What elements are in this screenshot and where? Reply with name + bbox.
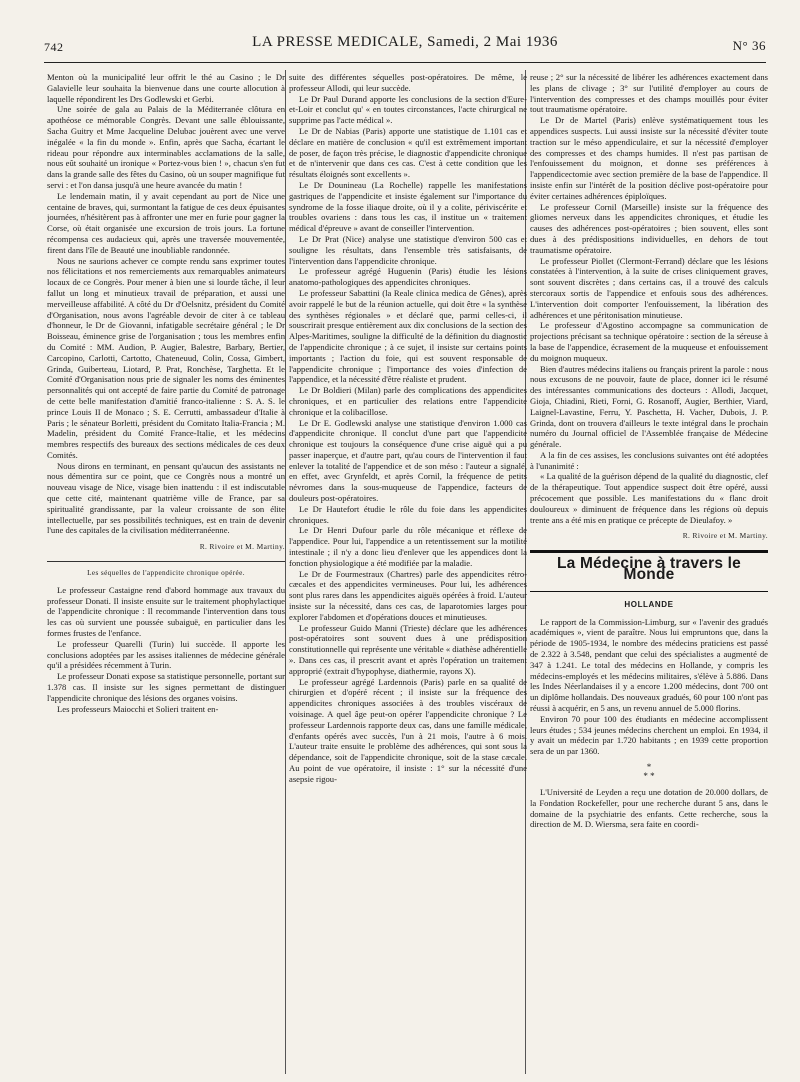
paragraph: Nous ne saurions achever ce compte rendu sans exprimer toutes nos félicitations et nos remerciements aux remarquables animateurs locaux de ce Congrès. Pour mener à bien une si lourde tâche, il leur fallut un long et minutieux travail de préparation, et aussi une merveilleuse affabilité. A côté du Dr d'Oelsnitz, président du Comité d'Organisation, nous avons l'agréable devoir de citer à ce tableau d'honneur, le Dr de Giovanni, infatigable secrétaire général ; le Dr Boisseau, éminence grise de l'organisation ; tous les membres enfin du Comité : MM. Audion, P. Augier, Balestre, Barbary, Bertier, Carcopino, Carlotti, Cartotto, Chateneuud, Colin, Cossa, Gimbert, Grinda, Guiberteau, Liotard, P. Prat, Ronchèse, Targhetta. Et le Comité d'Organisation nous prie de signaler les noms des éminentes personnalités qui ont accepté de faire partie du Comité de patronage de cette belle manifestation d'amitié franco-italienne : S. A. S. le prince Louis II de Monaco ; S. E. Cerrutti, ambassadeur d'Italie à Paris ; le sénateur Borletti, président du Comitato Italia-Francia ; M. Madelin, président du Comité France-Italie, et les médecins membres respectifs des bureaux des sections médicales de ces deux Comités. xyxy=(47,255,285,460)
page-number: 742 xyxy=(44,40,64,54)
signature: R. Rivoire et M. Martiny. xyxy=(682,531,768,541)
paragraph: Le professeur Quarelli (Turin) lui succède. Il apporte les conclusions adoptées par les assises italiennes de médecine générale qu'il a présidées récemment à Turin. xyxy=(47,638,285,671)
section-rule xyxy=(47,561,285,562)
paragraph: reuse ; 2° sur la nécessité de libérer les adhérences exactement dans les plans de clivage ; 3° sur l'utilité d'employer au cours de l'intervention des compresses et des champs mouillés pour éviter tout traumatisme opératoire. xyxy=(530,72,768,115)
paragraph: Le Dr E. Godlewski analyse une statistique d'environ 1.000 cas d'appendicite chronique. Il conclut d'une part que l'appendicite chronique est toujours la conséquence d'une crise aiguë qui a pu passer inaperçue, et d'autre part, qu'au cours de l'intervention il faut enlever la totalité de l'appendice et de son méso : l'auteur a signalé, en effet, avec Grynfeldt, et après Cornil, la fréquence de petits névromes dans la sous-muqueuse de l'appendice, facteurs de douleurs post-opératoires. xyxy=(289,417,527,504)
paragraph: Le professeur Cornil (Marseille) insiste sur la fréquence des gliomes nerveux dans les appendicites chroniques, et étudie les causes des adhérences post-opératoires ; bien souvent, elles sont dues à des prédispositions individuelles, en dehors de tout traumatisme opératoire. xyxy=(530,201,768,255)
page-header xyxy=(44,34,766,56)
column-2 xyxy=(289,72,527,1072)
paragraph: Le professeur Donati expose sa statistique personnelle, portant sur 1.378 cas. Il insiste sur les signes permettant de distinguer l'appendicite chronique des lésions des organes voisins. xyxy=(47,671,285,703)
paragraph: Le Dr Hautefort étudie le rôle du foie dans les appendicites chroniques. xyxy=(289,503,527,525)
paragraph: Le professeur d'Agostino accompagne sa communication de projections précisant sa technique opératoire : section de la séreuse à la base de l'appendice, écrasement de la muqueuse et enfouissement du moignon muqueux. xyxy=(530,320,768,363)
header-rule xyxy=(44,62,766,63)
quote-paragraph: « La qualité de la guérison dépend de la qualité du diagnostic, clef de la thérapeutique. Tout appendice suspect doit être opéré, aussi précocement que possible. Les manifestations du « flanc droit douloureux » diminuent de fréquence dans les régions où depuis trente ans a été mis en pratique ce précepte de Dieulafoy. » xyxy=(530,471,768,525)
section-rule-thick xyxy=(530,550,768,553)
paragraph: Le professeur Piollet (Clermont-Ferrand) déclare que les lésions constatées à l'intervention, à la suite de crises cliniquement graves, sont souvent discrètes ; dans certains cas, il a trouvé des calculs stercoraux sortis de l'appendice et enfouis sous des adhérences. L'intervention doit comporter l'enfouissement, la libération des adhérences et une péritonisation minutieuse. xyxy=(530,255,768,320)
issue-number: N° 36 xyxy=(732,38,766,53)
paragraph: Le professeur Castaigne rend d'abord hommage aux travaux du professeur Donati. Il insiste ensuite sur le traitement phophylactique de l'appendicite chronique : Il recommande l'intervention dans tous les cas où survient une poussée subaiguë, en particulier dans les formes frustes de l'enfance. xyxy=(47,584,285,639)
column-1 xyxy=(47,72,285,1072)
paragraph: Le professeur Guido Manni (Trieste) déclare que les adhérences post-opératoires sont souvent dues à une prédisposition constitutionnelle qui représente une véritable « diathèse adhérentielle ». Dans ces cas, il prescrit avant et après l'opération un traitement approprié (extrait d'hypophyse, diathermie, rayons X). xyxy=(289,622,527,676)
paragraph: A la fin de ces assises, les conclusions suivantes ont été adoptées à l'unanimité : xyxy=(530,449,768,471)
paragraph: Le professeur Sabattini (la Reale clinica medica de Gênes), après avoir rappelé le but de la réunion actuelle, qui doit être « la synthèse des synthèses régionales » et déclaré que, parmi celles-ci, il souscrirait presque entièrement aux dix conclusions de la section des Alpes-Maritimes, souligne la difficulté de la définition du diagnostic de l'appendicite chronique ; à ce sujet, il insiste sur certains points importants ; l'action du foie, qui est souvent responsable de l'appendicite chronique ; l'importance des voies d'infection de l'appendice, et la nécessité d'être réaliste et prudent. xyxy=(289,287,527,385)
signature: R. Rivoire et M. Martiny. xyxy=(199,542,285,552)
paragraph: Le rapport de la Commission-Limburg, sur « l'avenir des gradués académiques », vient de paraître. Nous lui empruntons que, dans la période de 1905-1934, le nombre des médecins praticiens est passé de 2.322 à 3.548, pendant que celui des spécialistes a augmenté de 347 à 1.241. Le total des médecins en Hollande, y compris les médecins-employés et les médecins militaires, s'élève à 5.886. Dans les Indes Néerlandaises il y a encore 1.200 médecins, dont 700 ont un diplôme hollandais. Des nouveaux gradués, 60 pour 100 n'ont pas réussi à acquérir, en 5 ans, un revenu annuel de 5.000 florins. xyxy=(530,616,768,714)
paragraph: Le Dr Henri Dufour parle du rôle mécanique et réflexe de l'appendice. Pour lui, l'appendice a un retentissement sur la motilité intestinale ; il n'y a donc lieu d'enlever que les appendices dont la fonction physiologique a été modifiée par la maladie. xyxy=(289,525,527,568)
paragraph: Le Dr Prat (Nice) analyse une statistique d'environ 500 cas et souligne les résultats, dans l'ensemble très satisfaisants, de l'intervention dans l'appendicite chronique. xyxy=(289,233,527,266)
paragraph: L'Université de Leyden a reçu une dotation de 20.000 dollars, de la Fondation Rockefeller, pour une recherche durant 5 ans, dans le domaine de la psychiatrie des enfants. Cette recherche, sous la direction de M. D. Wiersma, sera faite en coordi- xyxy=(530,787,768,830)
paragraph: suite des différentes séquelles post-opératoires. De même, le professeur Allodi, qui leur succède. xyxy=(289,72,527,93)
paragraph: Le Dr Paul Durand apporte les conclusions de la section d'Eure-et-Loir et conclut qu' « en toutes circonstances, l'acte chirurgical ne supprime pas l'acte médical ». xyxy=(289,93,527,126)
paragraph: Une soirée de gala au Palais de la Méditerranée clôtura en apothéose ce mémorable Congrès. Devant une salle éblouissante, Sacha Guitry et Mme Jacqueline Delubac jouèrent avec une verve inégalée « la fin du monde ». Enfin, après que Sacha, écartant le rideau pour répondre aux interminables acclamations de la salle, nous eût souhaité un ironique « Portez-vous bien ! », chacun s'en fut dans la grande salle des fêtes du Casino, où un souper magnifique fut servi : et l'on dansa jusqu'à une heure avancée du matin ! xyxy=(47,104,285,190)
column-3 xyxy=(530,72,768,1072)
paragraph: Les professeurs Maiocchi et Solieri traitent en- xyxy=(57,703,219,714)
paragraph: Bien d'autres médecins italiens ou français prirent la parole : nous nous excusons de ne pouvoir, faute de place, donner ici le résumé des intéressantes communications des docteurs : Allodi, Jacquet, Gioja, Chiadini, Rieti, Forni, G. Rosanoff, Augier, Berthier, Viard, Laignel-Lavastine, Ferru, Y. Paschetta, H. Vacher, Dubois, J. P. Grinda, dont on trouvera d'ailleurs le texte intégral dans le prochain numéro du Journal officiel de l'Assemblée française de Médecine générale. xyxy=(530,363,768,450)
paragraph: Nous dirons en terminant, en pensant qu'aucun des assistants ne nous démentira sur ce point, que ce Congrès nous a montré un nouveau visage de Nice, visage bien inattendu : il est indiscutable que cette cité, maintenant quatrième ville de France, par sa spiritualité grandissante, par la valeur croissante de son élite intellectuelle, par ses possibilités techniques, est en train de devenir l'une des capitales de la civilisation méditerranéenne. xyxy=(47,460,285,536)
section-rule-thin xyxy=(530,591,768,592)
asterism-separator: * * * xyxy=(643,762,655,782)
paragraph: Environ 70 pour 100 des étudiants en médecine accomplissent leurs études ; 534 jeunes médecins cherchent un emploi. En 1934, il y avait un médecin par 1.720 habitants ; en 1939 cette proportion sera de un par 1360. xyxy=(530,713,768,757)
journal-title: LA PRESSE MEDICALE, Samedi, 2 Mai 1936 xyxy=(252,34,558,50)
paragraph: Le professeur agrégé Lardennois (Paris) parle en sa qualité de chirurgien et d'opéré récent ; il insiste sur la fréquence des appendicites chroniques associées à des troubles viscéraux de voisinage. A quel âge peut-on opérer l'appendicite chronique ? Le professeur Lardennois rapporte deux cas, dans une famille médicale, d'enfants opérés avec succès, l'un à 21 mois, l'autre à 6 mois. L'auteur traite ensuite le problème des adhérences, qui sont sous la dépendance, soit de l'appendicite chronique, soit de la stase cæcale. Au point de vue opératoire, il insiste : 1° sur la nécessité d'une asepsie rigou- xyxy=(289,676,527,784)
paragraph: Le lendemain matin, il y avait cependant au port de Nice une centaine de braves, qui, surmontant la fatigue de ces deux épuisantes journées, n'hésitèrent pas à affronter une mer en furie pour gagner la Corse, où était organisée une excursion de trois jours. La fortune récompensa ces audacieux qui, après une traversée mouvementée, firent dans l'île de Beauté une inoubliable randonnée. xyxy=(47,190,285,255)
paragraph: Le Dr de Martel (Paris) enlève systématiquement tous les appendices suspects. Lui aussi insiste sur la nécessité d'éviter toute traction sur le méso appendiculaire, et sur la nécessité d'employer des compresses et des champs humides. Il n'est pas partisan de l'enfouissement du moignon, et donne ses préférences à l'appendicectomie avec section première de la base de l'appendice. Il insiste enfin sur l'intérêt de la position déclive post-opératoire pour éviter certaines adhérences épiploïques. xyxy=(530,115,768,201)
paragraph: Le Dr Dounineau (La Rochelle) rappelle les manifestations gastriques de l'appendicite et insiste également sur l'importance du syndrome de la fosse iliaque droite, où il y a colite, périviscérite et troubles ovariens : dans tous les cas, il institue un « traitement médical d'épreuve » avant de conseiller l'intervention. xyxy=(289,179,527,234)
paragraph: Menton où la municipalité leur offrit le thé au Casino ; le Dr Galavielle leur souhaita la bienvenue dans une courte allocution à laquelle répondirent les Drs Godlewski et Gerbi. xyxy=(47,72,285,104)
paragraph: Le Dr de Fourmestraux (Chartres) parle des appendicites rétro-cæcales et des appendicites vermineuses. Pour lui, les adhérences sont plus rares dans les appendicites aiguës opérées à froid. L'auteur insiste sur la nécessité, dans ces cas, de laparotomies larges pour explorer l'abdomen et d'opérations douces et minutieuses. xyxy=(289,568,527,622)
paragraph: Le Dr Boldieri (Milan) parle des complications des appendicites chroniques, et en particulier des relations entre l'appendicite chronique et la colibacillose. xyxy=(289,385,527,417)
section-title: La Médecine à travers le Monde xyxy=(556,555,741,584)
column-divider xyxy=(285,70,286,1074)
paragraph: Le professeur agrégé Huguenin (Paris) étudie les lésions anatomo-pathologiques des appendicites chroniques. xyxy=(289,266,527,288)
region-heading: HOLLANDE xyxy=(624,599,674,609)
paragraph: Le Dr de Nabias (Paris) apporte une statistique de 1.101 cas et déclare en matière de conclusion « qu'il est extrêmement important de poser, de façon très précise, le diagnostic d'appendicite chronique et de n'intervenir que dans ces cas. C'est à cette condition que les résultats éloignés sont excellents ». xyxy=(289,125,527,180)
section-heading: Les séquelles de l'appendicite chronique opérée. xyxy=(87,569,245,578)
